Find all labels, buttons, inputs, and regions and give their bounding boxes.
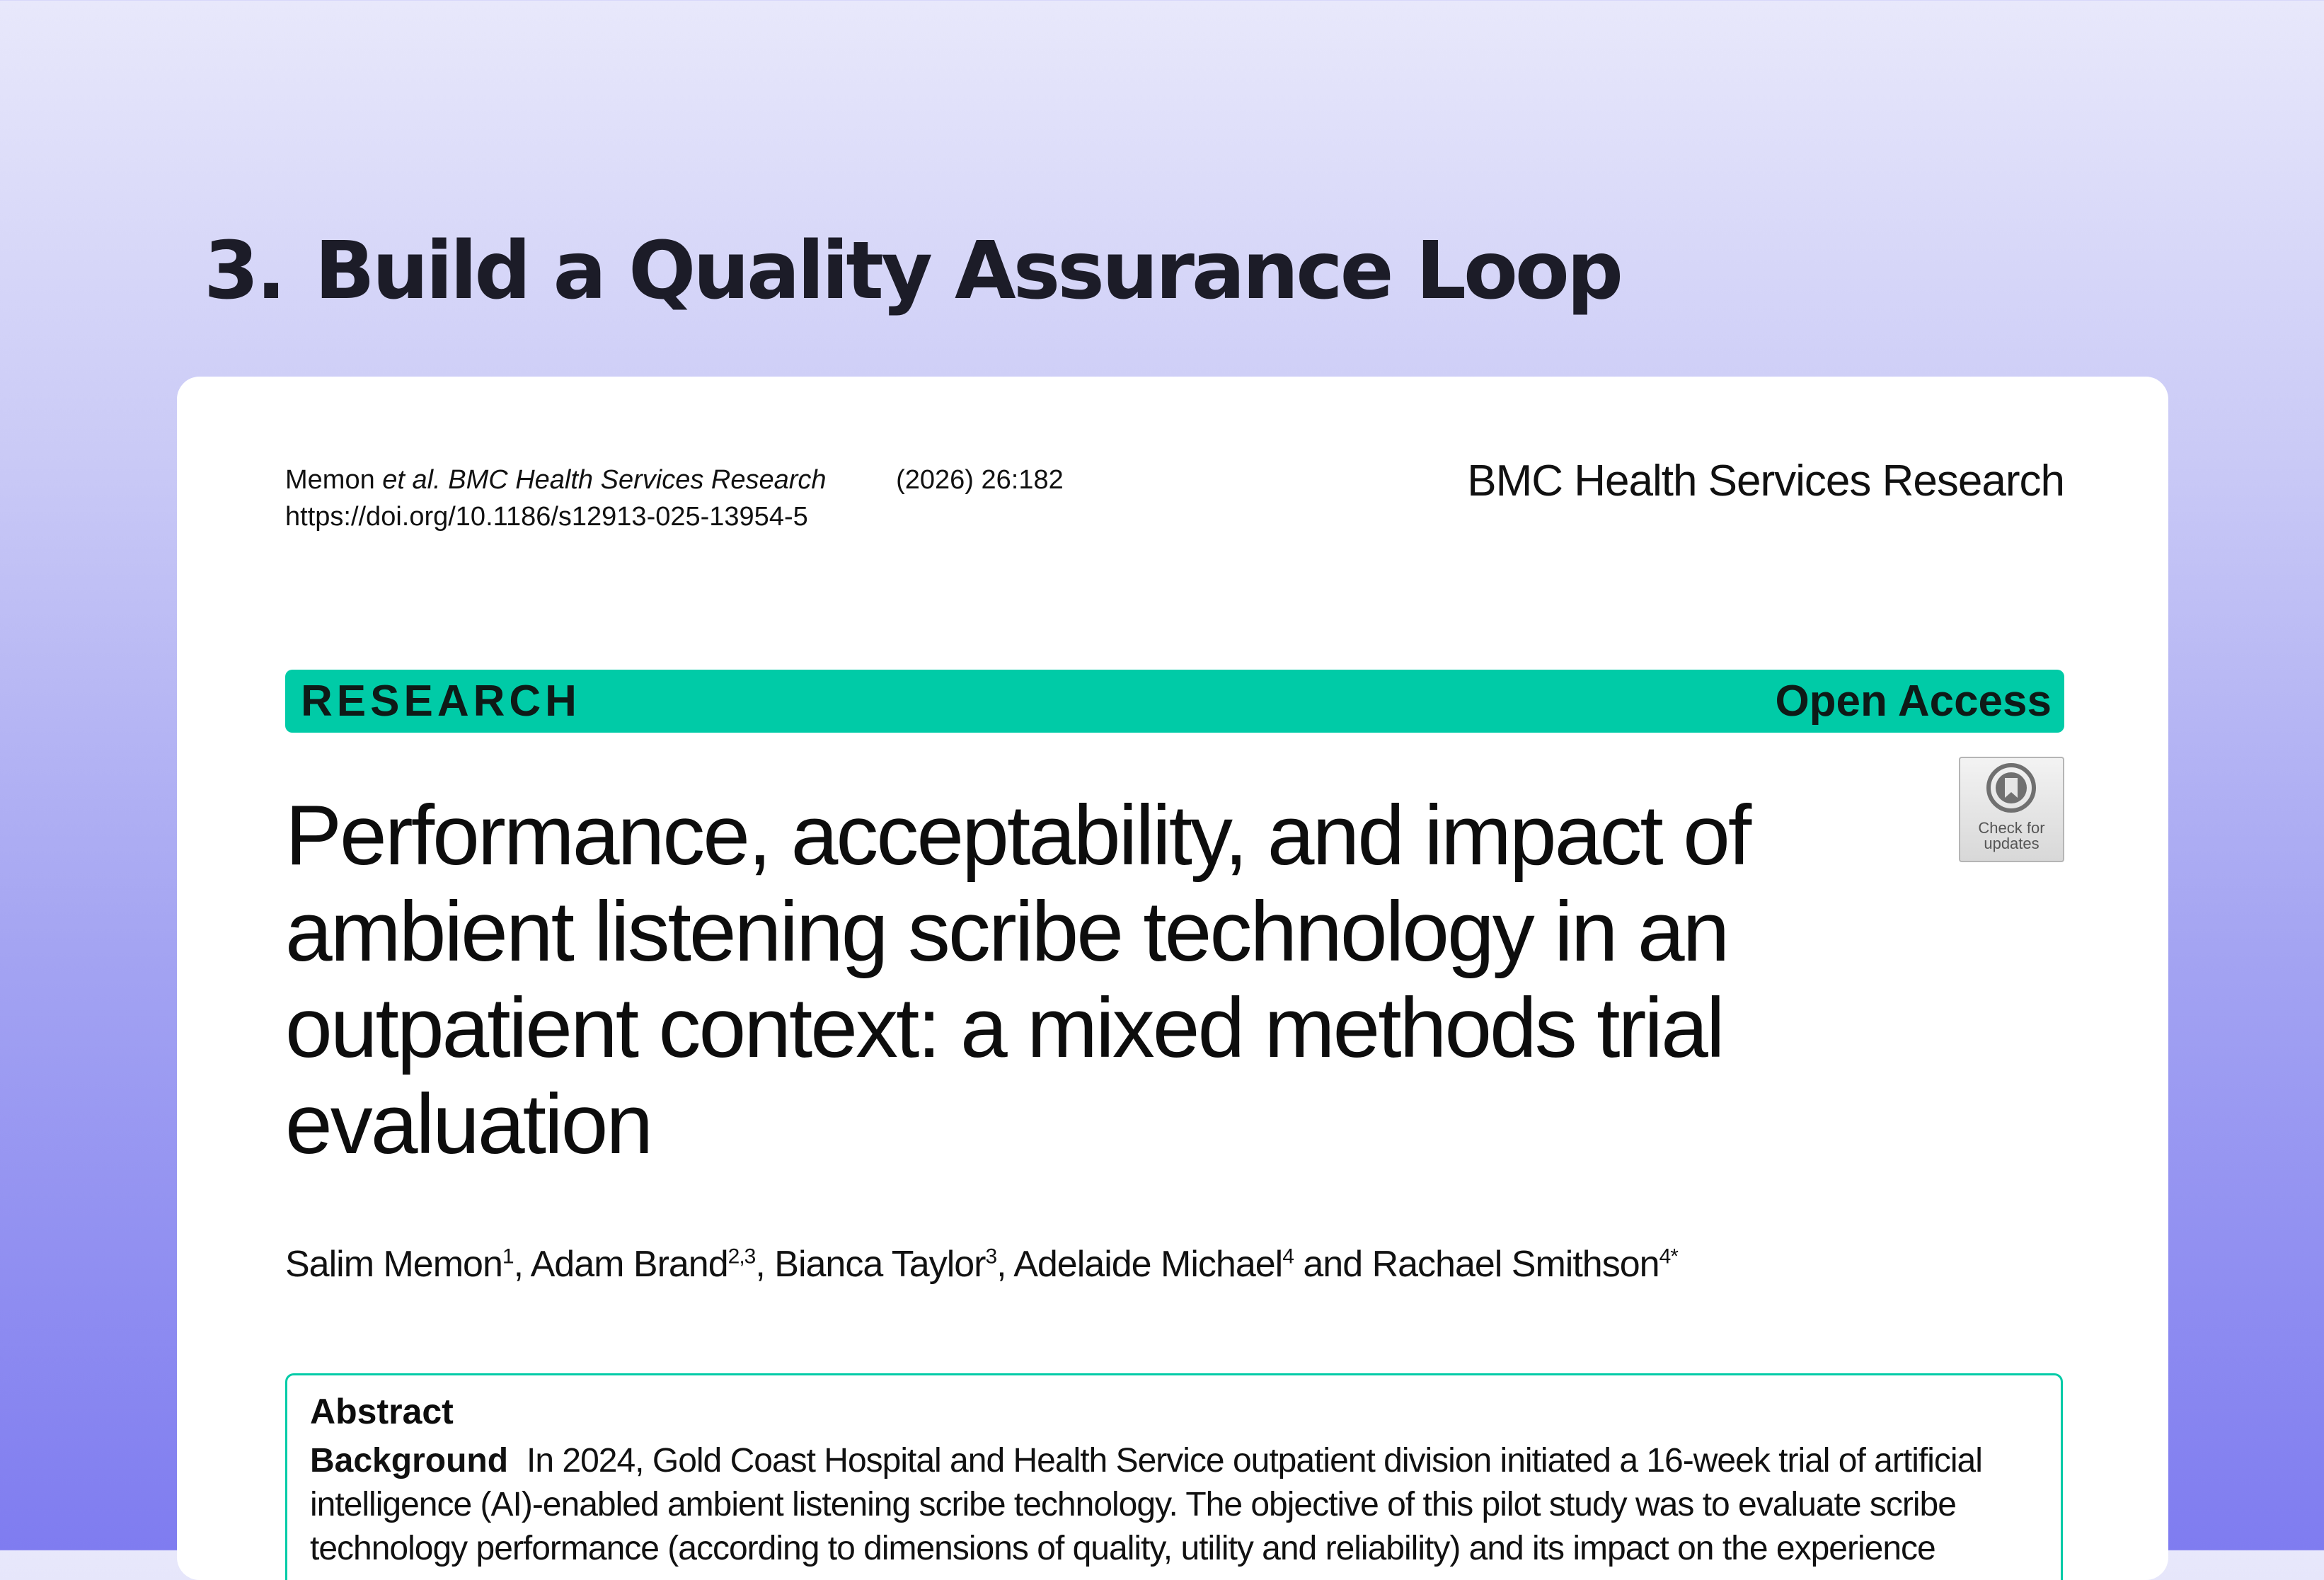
slide-number: 3.: [204, 225, 284, 317]
bookmark-icon: [1986, 762, 2037, 813]
check-updates-line2: updates: [1984, 835, 2040, 852]
doi-link[interactable]: https://doi.org/10.1186/s12913-025-13954-5: [285, 502, 808, 532]
citation-journal: et al. BMC Health Services Research: [382, 465, 827, 495]
citation-volume: (2026) 26:182: [896, 465, 1064, 495]
author: [1372, 1244, 1678, 1285]
abstract-heading: Abstract: [310, 1392, 454, 1431]
author: [285, 1244, 531, 1285]
author-name: Salim Memon: [285, 1244, 502, 1285]
citation-block: [285, 462, 1064, 535]
author-affiliation: 2,3: [727, 1244, 756, 1269]
author: [774, 1244, 1013, 1285]
check-for-updates-text: [1960, 820, 2063, 852]
author-name: Rachael Smithson: [1371, 1244, 1659, 1285]
section-banner: [285, 670, 2064, 733]
slide-heading: Build a Quality Assurance Loop: [314, 225, 1621, 317]
author-affiliation: 4: [1282, 1244, 1294, 1269]
author: [531, 1244, 775, 1285]
abstract-body: [310, 1439, 2037, 1571]
paper-title: Performance, acceptability, and impact of ambient listening scribe technology in an outpatient context: a mixed methods trial evaluation: [285, 788, 1750, 1172]
author-separator: ,: [755, 1244, 775, 1285]
author-name: Adelaide Michael: [1013, 1244, 1283, 1285]
author-separator: ,: [996, 1244, 1014, 1285]
author-name: Bianca Taylor: [774, 1244, 986, 1285]
author-name: Adam Brand: [530, 1244, 728, 1285]
paper-card: [177, 377, 2168, 1580]
section-label: RESEARCH: [301, 677, 581, 726]
author-affiliation: 3: [985, 1244, 997, 1269]
journal-name: BMC Health Services Research: [1467, 457, 2064, 505]
citation-line: [285, 462, 1064, 498]
check-updates-line1: Check for: [1978, 819, 2045, 837]
author-affiliation: 4*: [1659, 1244, 1678, 1269]
check-for-updates-badge[interactable]: [1959, 757, 2064, 862]
author-affiliation: 1: [502, 1244, 514, 1269]
author-list: [285, 1239, 1678, 1290]
abstract-box: [285, 1373, 2063, 1580]
abstract-background-text: In 2024, Gold Coast Hospital and Health Service outpatient division initiated a 16-week trial of artificial intelligence (AI)-enabled ambient listening scribe technology. The objective of this pilot study was to evaluate scribe technology performance (according to dimensions of quality, utility and reliability) and its impact on the experience: [310, 1442, 1982, 1567]
open-access-label: Open Access: [1775, 677, 2052, 726]
author: [1013, 1244, 1371, 1285]
abstract-background-label: Background: [310, 1442, 509, 1479]
slide-title: [204, 218, 1621, 324]
citation-authors: Memon: [285, 465, 375, 495]
author-separator: ,: [513, 1244, 531, 1285]
author-separator: and: [1293, 1244, 1372, 1285]
